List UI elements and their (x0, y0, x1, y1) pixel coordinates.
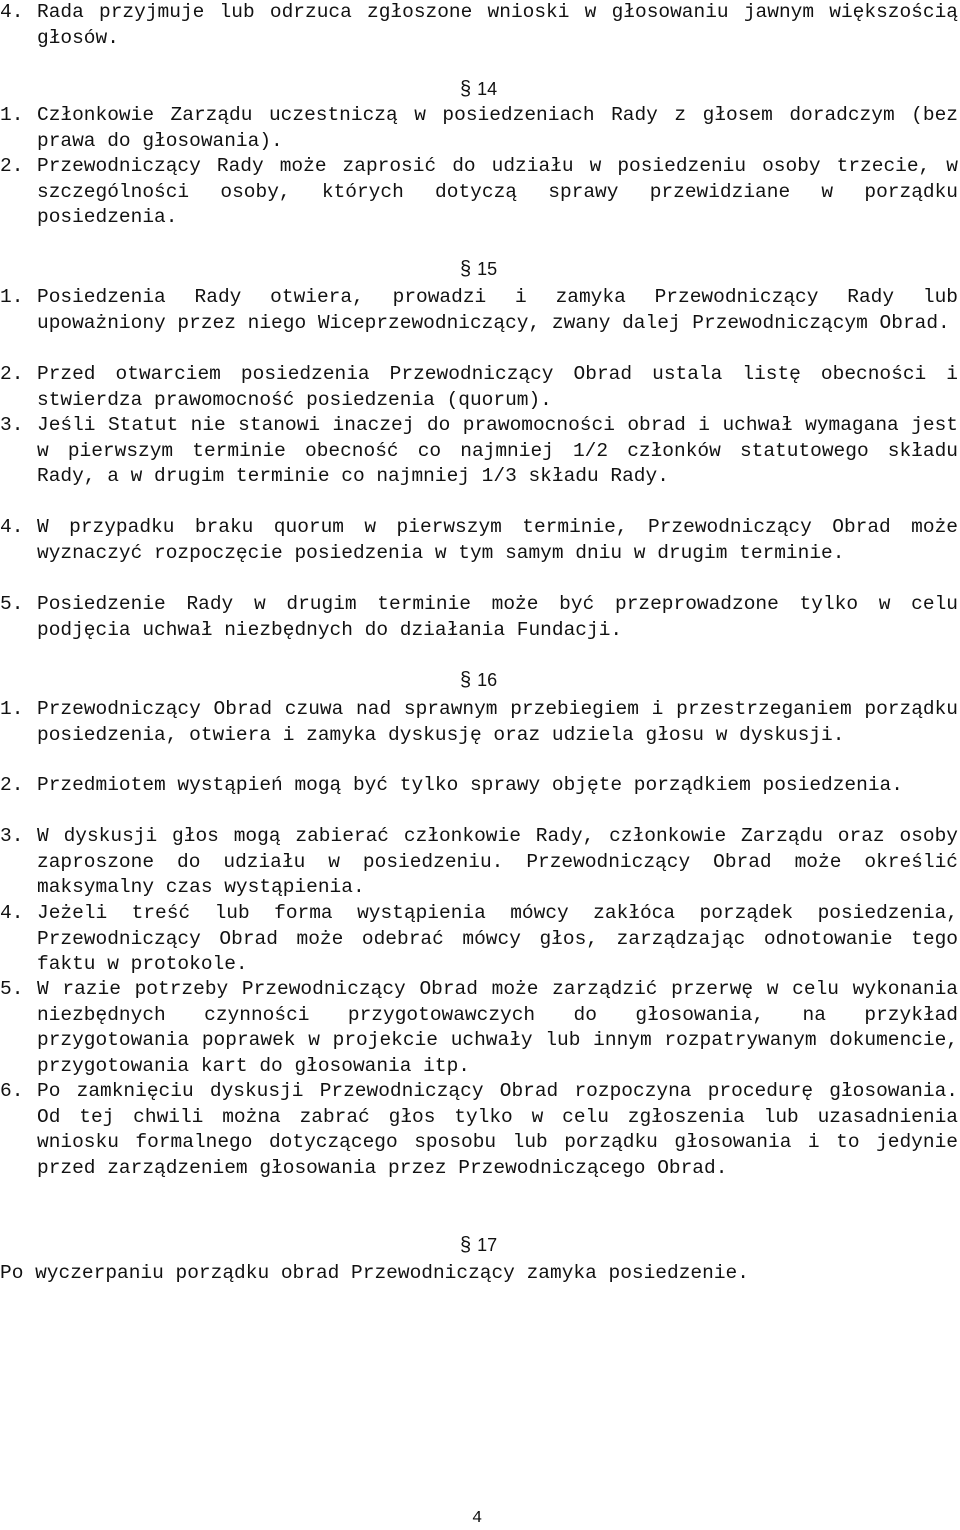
section-heading-14 (460, 77, 497, 101)
item-text: W przypadku braku quorum w pierwszym terminie, Przewodniczący Obrad może wyznaczyć rozpoczęcie posiedzenia w tym samym dniu w drugim terminie. (37, 516, 958, 564)
list-item-s15-5 (0, 592, 958, 643)
item-number: 4. (0, 902, 24, 924)
item-text: W razie potrzeby Przewodniczący Obrad może zarządzić przerwę w celu wykonania niezbędnych czynności przygotowawczych do głosowania, na przykład przygotowania poprawek w projekcie uchwały lub innym rozpatrywanym dokumencie, przygotowania kart do głosowania itp. (37, 978, 958, 1077)
item-number: 4. (0, 516, 24, 538)
list-item-s14-1 (0, 103, 958, 154)
item-number: 3. (0, 414, 24, 436)
list-item-s16-6 (0, 1079, 958, 1181)
item-number: 5. (0, 593, 24, 615)
section-17-text: Po wyczerpaniu porządku obrad Przewodniczący zamyka posiedzenie. (0, 1262, 749, 1284)
section-symbol: § (460, 258, 472, 280)
list-item-s15-1 (0, 285, 958, 336)
section-symbol: § (460, 1234, 472, 1256)
item-text: W dyskusji głos mogą zabierać członkowie Rady, członkowie Zarządu oraz osoby zaproszone do udziału w posiedzeniu. Przewodniczący Obrad może określić maksymalny czas wystąpienia. (37, 825, 958, 899)
item-number: 6. (0, 1080, 24, 1102)
page-number: 4 (472, 1509, 483, 1528)
section-symbol: § (460, 78, 472, 100)
section-number: 14 (477, 79, 498, 99)
list-item-s13-4 (0, 0, 958, 51)
item-number: 1. (0, 698, 24, 720)
item-text: Jeżeli treść lub forma wystąpienia mówcy zakłóca porządek posiedzenia, Przewodniczący Obrad może odebrać mówcy głos, zarządzając odnotowanie tego faktu w protokole. (37, 902, 958, 976)
section-number: 15 (477, 259, 498, 279)
list-item-s15-4 (0, 515, 958, 566)
item-number: 2. (0, 363, 24, 385)
item-number: 4. (0, 1, 24, 23)
item-text: Posiedzenie Rady w drugim terminie może być przeprowadzone tylko w celu podjęcia uchwał niezbędnych do działania Fundacji. (37, 593, 958, 641)
list-item-s15-2 (0, 362, 958, 413)
item-text: Przewodniczący Rady może zaprosić do udziału w posiedzeniu osoby trzecie, w szczególności osoby, których dotyczą sprawy przewidziane w porządku posiedzenia. (37, 155, 958, 229)
section-heading-16 (460, 668, 497, 692)
item-number: 3. (0, 825, 24, 847)
item-number: 2. (0, 774, 24, 796)
list-item-s16-2 (0, 773, 958, 799)
item-text: Przedmiotem wystąpień mogą być tylko sprawy objęte porządkiem posiedzenia. (37, 774, 903, 796)
list-item-s16-4 (0, 901, 958, 978)
section-number: 16 (477, 670, 498, 690)
item-text: Jeśli Statut nie stanowi inaczej do prawomocności obrad i uchwał wymagana jest w pierwszym terminie obecność co najmniej 1/2 członków statutowego składu Rady, a w drugim terminie co najmniej 1/3 składu Rady. (37, 414, 958, 488)
item-number: 2. (0, 155, 24, 177)
item-text: Po zamknięciu dyskusji Przewodniczący Obrad rozpoczyna procedurę głosowania. Od tej chwili można zabrać głos tylko w celu zgłoszenia lub uzasadnienia wniosku formalnego dotyczącego sposobu lub porządku głosowania i to jedynie przed zarządzeniem głosowania przez Przewodniczącego Obrad. (37, 1080, 958, 1179)
list-item-s14-2 (0, 154, 958, 231)
item-text: Członkowie Zarządu uczestniczą w posiedzeniach Rady z głosem doradczym (bez prawa do głosowania). (37, 104, 958, 152)
list-item-s16-3 (0, 824, 958, 901)
item-text: Przewodniczący Obrad czuwa nad sprawnym przebiegiem i przestrzeganiem porządku posiedzenia, otwiera i zamyka dyskusję oraz udziela głosu w dyskusji. (37, 698, 958, 746)
list-item-s16-5 (0, 977, 958, 1079)
item-number: 5. (0, 978, 24, 1000)
item-text: Posiedzenia Rady otwiera, prowadzi i zamyka Przewodniczący Rady lub upoważniony przez niego Wiceprzewodniczący, zwany dalej Przewodniczącym Obrad. (37, 286, 958, 334)
section-heading-15 (460, 257, 497, 281)
section-number: 17 (477, 1235, 498, 1255)
item-number: 1. (0, 286, 24, 308)
item-text: Rada przyjmuje lub odrzuca zgłoszone wnioski w głosowaniu jawnym większością głosów. (37, 1, 958, 49)
list-item-s16-1 (0, 697, 958, 748)
section-symbol: § (460, 669, 472, 691)
item-text: Przed otwarciem posiedzenia Przewodniczący Obrad ustala listę obecności i stwierdza prawomocność posiedzenia (quorum). (37, 363, 958, 411)
section-heading-17 (460, 1233, 497, 1257)
item-number: 1. (0, 104, 24, 126)
list-item-s15-3 (0, 413, 958, 490)
